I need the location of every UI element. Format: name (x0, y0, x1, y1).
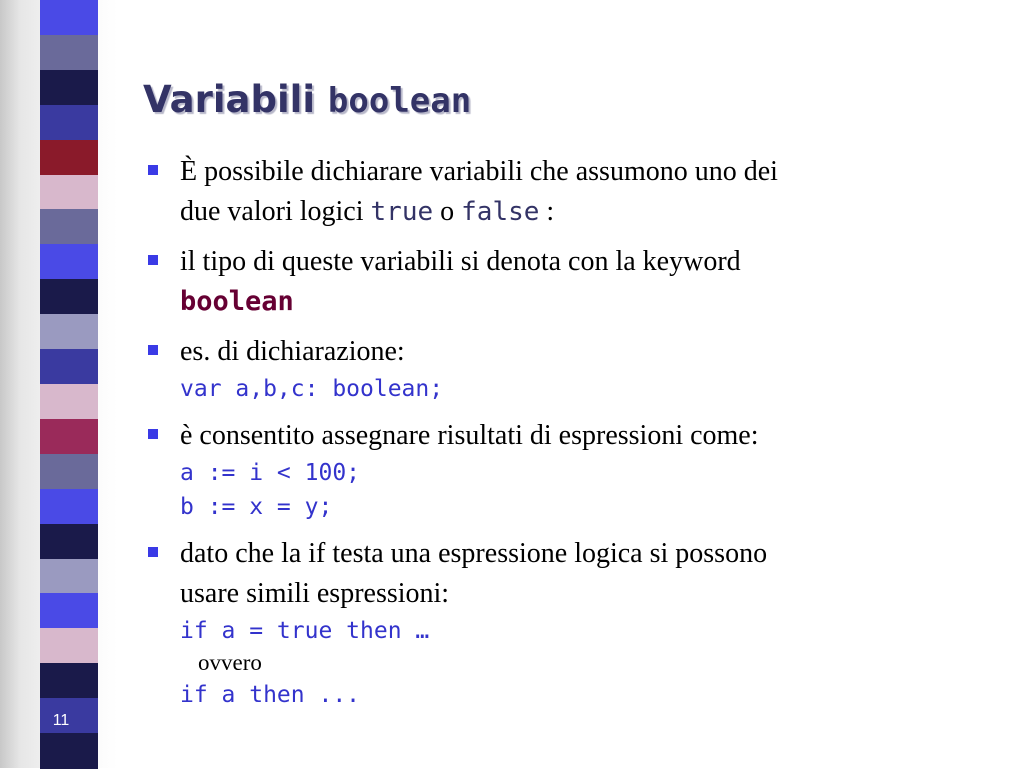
bullet-text-line (180, 282, 1010, 322)
decorative-stripe (40, 175, 98, 211)
decorative-stripe (40, 209, 98, 245)
code-line: if a = true then … (180, 618, 430, 644)
decorative-stripe (40, 733, 98, 769)
decorative-stripe (40, 349, 98, 385)
square-bullet-icon (148, 547, 158, 557)
code-line: b := x = y; (180, 494, 333, 520)
decorative-stripe (40, 663, 98, 699)
between-text: ovvero (198, 650, 262, 675)
decorative-stripe (40, 384, 98, 420)
bullet-text-line: es. di dichiarazione: (180, 336, 405, 367)
code-line: if a then ... (180, 682, 361, 708)
decorative-stripe (40, 70, 98, 106)
decorative-stripe (40, 314, 98, 350)
stripe-column (40, 0, 98, 768)
square-bullet-icon (148, 429, 158, 439)
bullet-text-line: dato che la if testa una espressione logica si possono (180, 538, 768, 569)
bullet-text-line: usare simili espressioni: (180, 578, 450, 609)
inline-text: : (539, 196, 555, 227)
decorative-stripe (40, 35, 98, 71)
keyword-boolean: boolean (180, 286, 294, 317)
decorative-stripe (40, 279, 98, 315)
bullet-text-line: il tipo di queste variabili si denota con la keyword (180, 246, 741, 277)
bullet-text-line (180, 192, 1010, 232)
decorative-stripe (40, 0, 98, 36)
bullet-item-keyword (140, 242, 1010, 322)
slide-number: 11 (52, 712, 70, 729)
bullet-text-line: È possibile dichiarare variabili che assumono uno dei (180, 156, 778, 187)
inline-code-true: true (370, 197, 434, 227)
decorative-stripe (40, 489, 98, 525)
square-bullet-icon (148, 255, 158, 265)
title-text: Variabili (143, 78, 316, 121)
square-bullet-icon (148, 165, 158, 175)
decorative-stripe (40, 140, 98, 176)
bullet-item-if (140, 534, 1010, 712)
inline-text: o (433, 196, 462, 227)
decorative-stripe (40, 628, 98, 664)
decorative-stripe (40, 244, 98, 280)
decorative-stripe (40, 419, 98, 455)
inline-code-false: false (461, 197, 540, 227)
bullet-item-example (140, 332, 1010, 406)
bullet-text-line: è consentito assegnare risultati di espressioni come: (180, 420, 759, 451)
decorative-stripe (40, 105, 98, 141)
slide-title (143, 78, 471, 121)
decorative-stripe (40, 454, 98, 490)
decorative-stripe (40, 524, 98, 560)
code-line: a := i < 100; (180, 460, 361, 486)
title-keyword: boolean (327, 81, 472, 121)
square-bullet-icon (148, 345, 158, 355)
bullet-item-assignment (140, 416, 1010, 524)
decorative-stripe (40, 559, 98, 595)
bullet-item-declaration (140, 152, 1010, 232)
code-line: var a,b,c: boolean; (180, 376, 444, 402)
bullet-list (140, 152, 1010, 722)
decorative-stripe (40, 593, 98, 629)
sidebar-decoration (0, 0, 118, 768)
inline-text: due valori logici (180, 196, 371, 227)
